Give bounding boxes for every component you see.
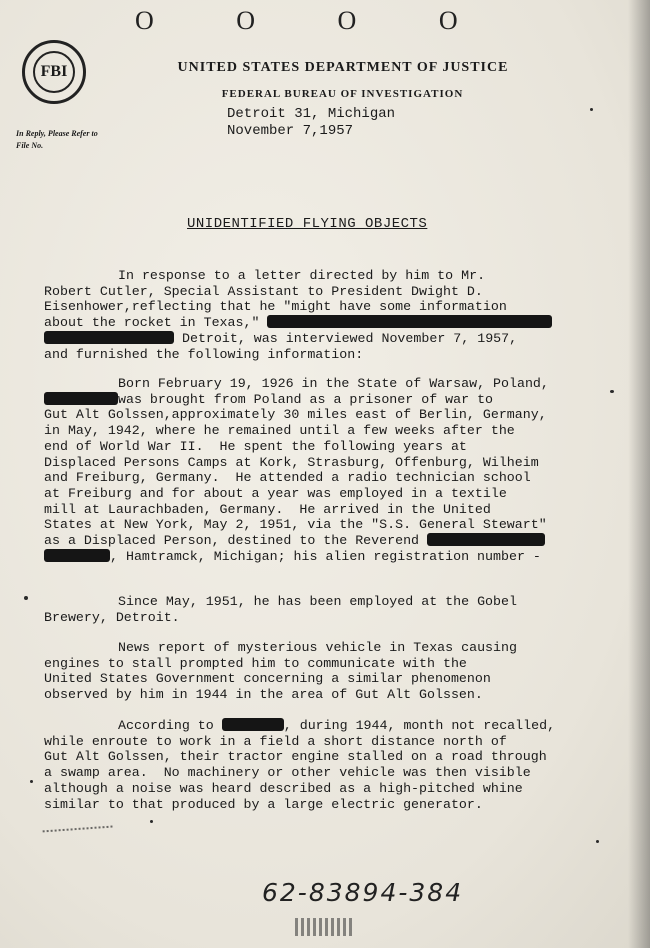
text-line: Gut Alt Golssen,approximately 30 miles east of Berlin, Germany, [44,407,547,423]
fbi-seal-icon [22,40,86,104]
paragraph-1 [44,268,552,362]
text-line: at Freiburg and for about a year was employed in a textile [44,485,507,501]
scan-speck [150,820,153,823]
text-line: while enroute to work in a field a short distance north of [44,733,507,749]
scan-speck [30,780,33,783]
text-line: mill at Laurachbaden, Germany. He arrived in the United [44,501,491,517]
text-line: engines to stall prompted him to communicate with the [44,655,467,671]
scan-speck [610,390,614,393]
ink-stamp [295,918,355,936]
text-line: Gut Alt Golssen, their tractor engine stalled on a road through [44,749,547,765]
location-date-block [227,106,395,140]
text-line: in May, 1942, where he remained until a few weeks after the [44,423,515,439]
subject-line: UNIDENTIFIED FLYING OBJECTS [187,216,428,232]
text-line: observed by him in 1944 in the area of Gut Alt Golssen. [44,687,483,703]
paragraph-5 [44,718,555,812]
text-line: as a Displaced Person, destined to the Reverend [44,533,420,549]
text-line: about the rocket in Texas," [44,315,260,331]
letter-date: November 7,1957 [227,123,354,139]
text-line: and furnished the following information: [44,346,364,362]
paragraph-2 [44,376,549,564]
text-line: Robert Cutler, Special Assistant to President Dwight D. [44,283,483,299]
reply-line-2: File No. [16,141,44,150]
hole-punch-marks: O O O O [135,6,496,35]
seal-center: FBI [33,51,75,93]
text-line: Since May, 1951, he has been employed at the Gobel [118,594,517,609]
scan-shadow [628,0,650,948]
paragraph-4 [44,640,517,703]
text-line: According to [118,718,214,733]
office-location: Detroit 31, Michigan [227,106,396,122]
text-line: a swamp area. No machinery or other vehicle was then visible [44,765,531,781]
reply-line-1: In Reply, Please Refer to [16,129,98,138]
redaction-bar [44,392,118,405]
text-line: Displaced Persons Camps at Kork, Strasburg, Offenburg, Wilheim [44,454,539,470]
text-line: News report of mysterious vehicle in Texas causing [118,640,517,655]
text-line: although a noise was heard described as a high-pitched whine [44,780,523,796]
handwritten-file-number: 62-83894-384 [262,878,464,907]
text-line: was brought from Poland as a prisoner of war to [118,391,494,407]
text-line: States at New York, May 2, 1951, via the "S.S. General Stewart" [44,517,547,533]
text-line: Born February 19, 1926 in the State of Warsaw, Poland, [118,376,549,391]
department-heading: UNITED STATES DEPARTMENT OF JUSTICE [177,60,509,75]
scan-speck [590,108,593,111]
text-line: end of World War II. He spent the following years at [44,438,467,454]
scan-speck [596,840,599,843]
text-line: Brewery, Detroit. [44,609,180,625]
redaction-bar [44,331,174,344]
text-line: , during 1944, month not recalled, [283,718,556,733]
text-line: , Hamtramck, Michigan; his alien registration number - [110,548,541,564]
text-line: Eisenhower,reflecting that he "might have some information [44,299,507,315]
redaction-bar [222,718,284,731]
redaction-bar [427,533,545,546]
text-line: similar to that produced by a large electric generator. [44,796,483,812]
scan-speck [24,596,28,600]
reply-reference [16,128,98,152]
redaction-bar [44,549,110,562]
bureau-heading: FEDERAL BUREAU OF INVESTIGATION [221,88,464,100]
text-line: and Freiburg, Germany. He attended a radio technician school [44,470,531,486]
paragraph-3 [44,594,517,625]
text-line: In response to a letter directed by him to Mr. [118,268,486,283]
text-line: Detroit, was interviewed November 7, 1957, [181,330,518,346]
redaction-bar [267,315,552,328]
text-line: United States Government concerning a similar phenomenon [44,671,491,687]
